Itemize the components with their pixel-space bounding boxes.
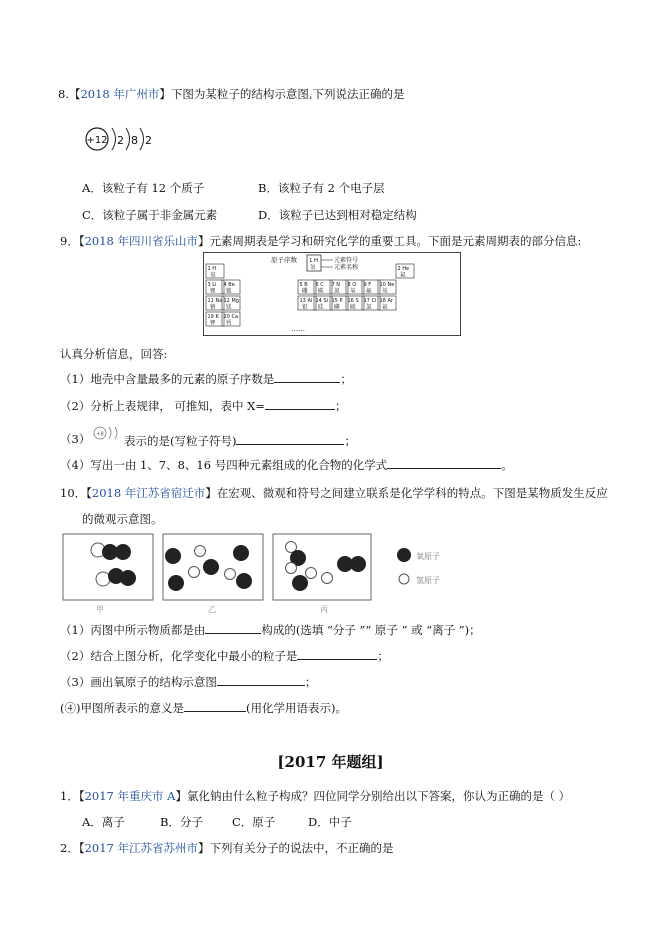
shell-electrons: 8: [131, 134, 138, 147]
svg-text:13 Al: 13 Al: [299, 298, 313, 304]
option-d[interactable]: D．该粒子已达到相对稳定结构: [258, 208, 417, 222]
q10-sub1: （1）丙图中所示物质都是由 构成的(选填 “分子 ”“ 原子 ” 或 “离子 ”)；: [60, 623, 481, 637]
svg-text:钾: 钾: [210, 320, 216, 327]
source-tag: 2018 年四川省乐山市: [84, 234, 198, 248]
question-text: 元素周期表是学习和研究化学的重要工具。下面是元素周期表的部分信息:: [209, 234, 582, 248]
svg-text:锂: 锂: [210, 288, 216, 295]
q2017-2-stem: 2．【2017 年江苏省苏州市】下列有关分子的说法中，不正确的是: [60, 841, 394, 855]
legend-name: 元素名称: [334, 264, 359, 271]
shell-electrons: 2: [145, 134, 152, 147]
svg-text:铝: 铝: [302, 304, 308, 311]
svg-text:氮: 氮: [334, 288, 340, 295]
svg-text:9 F: 9 F: [363, 282, 372, 288]
answer-blank[interactable]: [184, 700, 246, 712]
question-text: 下列有关分子的说法中，不正确的是: [209, 841, 394, 855]
panel-caption: 丙: [320, 605, 328, 614]
svg-text:+8: +8: [96, 431, 104, 438]
option-c[interactable]: C．原子: [232, 815, 276, 829]
panel-caption: 甲: [96, 605, 104, 614]
q9-stem: 9．【2018 年四川省乐山市】元素周期表是学习和研究化学的重要工具。下面是元素周期表的部分信息:: [60, 234, 582, 248]
question-number: 8.: [58, 87, 69, 101]
svg-text:钙: 钙: [226, 320, 232, 327]
svg-text:氦: 氦: [400, 272, 406, 279]
svg-text:15 P: 15 P: [331, 298, 343, 304]
source-tag: 2018 年广州市: [80, 87, 160, 101]
option-c[interactable]: C．该粒子属于非金属元素: [82, 208, 218, 222]
ion-structure-diagram: [92, 424, 126, 442]
panel-caption: 乙: [208, 605, 216, 614]
option-a[interactable]: A．离子: [82, 815, 125, 829]
svg-text:钠: 钠: [210, 304, 216, 311]
q9-sub2: （2）分析上表规律， 可推知，表中 X= ；: [60, 399, 347, 413]
question-text: 在宏观、微观和符号之间建立联系是化学学科的特点。下图是某物质发生反应: [216, 486, 608, 500]
svg-text:12 Mg: 12 Mg: [223, 298, 239, 304]
shell-electrons: 2: [117, 134, 124, 147]
svg-text:5 B: 5 B: [299, 282, 308, 288]
svg-text:10 Ne: 10 Ne: [379, 282, 395, 288]
q10-sub4: (④)甲图所表示的意义是 (用化学用语表示)。: [60, 701, 347, 715]
q10-sub3: （3）画出氧原子的结构示意图 ；: [60, 675, 317, 689]
svg-text:17 Cl: 17 Cl: [363, 298, 377, 304]
q2017-1-stem: 1．【2017 年重庆市 A】氯化钠由什么粒子构成？四位同学分别给出以下答案，你认为正确的是（ ）: [60, 789, 571, 803]
svg-text:4 Be: 4 Be: [223, 282, 235, 288]
question-number: 1．: [60, 789, 79, 803]
svg-text:7 N: 7 N: [331, 282, 341, 288]
source-tag: 2017 年重庆市 A: [84, 789, 176, 803]
answer-blank[interactable]: [217, 674, 305, 686]
option-b[interactable]: B．该粒子有 2 个电子层: [258, 181, 385, 195]
q9-sub4: （4）写出一由 1、7、8、16 号四种元素组成的化合物的化学式 。: [60, 458, 513, 472]
svg-text:氢: 氢: [310, 265, 316, 271]
question-number: 9．: [60, 234, 79, 248]
q9-sub3-text: 表示的是(写粒子符号) ；: [124, 434, 356, 448]
q9-sub3: （3）: [60, 432, 91, 446]
question-text: 下图为某粒子的结构示意图,下列说法正确的是: [170, 87, 405, 101]
svg-text:16 S: 16 S: [347, 298, 359, 304]
q10-stem: 10．【2018 年江苏省宿迁市】在宏观、微观和符号之间建立联系是化学学科的特点。下图是某物质发生反应: [60, 486, 608, 500]
q10-stem-cont: 的微观示意图。: [82, 512, 163, 526]
periodic-table-figure: [203, 252, 461, 336]
svg-text:8 O: 8 O: [347, 282, 357, 288]
svg-text:硅: 硅: [318, 304, 324, 311]
svg-text:氟: 氟: [366, 288, 372, 295]
svg-text:18 Ar: 18 Ar: [379, 298, 393, 304]
option-a[interactable]: A．该粒子有 12 个质子: [82, 181, 205, 195]
svg-text:氖: 氖: [382, 288, 388, 295]
answer-blank[interactable]: [205, 622, 261, 634]
answer-blank[interactable]: [236, 433, 344, 445]
svg-text:氯: 氯: [366, 304, 372, 311]
electron-shell-arc: [112, 128, 116, 150]
svg-text:镁: 镁: [226, 304, 232, 311]
source-tag: 2017 年江苏省苏州市: [84, 841, 198, 855]
svg-text:1 H: 1 H: [207, 266, 217, 272]
svg-text:20 Ca: 20 Ca: [223, 314, 239, 320]
svg-text:1: 1: [309, 258, 313, 264]
q10-sub2: （2）结合上图分析，化学变化中最小的粒子是 ；: [60, 649, 389, 663]
svg-text:铍: 铍: [226, 288, 232, 295]
electron-shell-arc: [140, 128, 144, 150]
question-number: 2．: [60, 841, 79, 855]
hydrogen-atom-legend: [399, 574, 409, 584]
answer-blank[interactable]: [265, 398, 335, 410]
nucleus-charge: +12: [86, 135, 108, 146]
svg-text:14 Si: 14 Si: [315, 298, 329, 304]
legend-hydrogen: 氢原子: [416, 576, 440, 585]
answer-blank[interactable]: [387, 457, 501, 469]
q8-stem: 8.【2018 年广州市】下图为某粒子的结构示意图,下列说法正确的是: [58, 87, 405, 101]
svg-text:硼: 硼: [302, 288, 308, 295]
legend-label: 原子序数: [271, 256, 297, 264]
svg-text:氢: 氢: [210, 272, 216, 279]
source-tag: 2018 年江苏省宿迁市: [91, 486, 206, 500]
atomic-structure-diagram: [82, 122, 162, 156]
svg-text:氧: 氧: [350, 288, 356, 295]
answer-blank[interactable]: [297, 648, 377, 660]
svg-text:磷: 磷: [334, 304, 340, 311]
oxygen-atom-legend: [397, 548, 411, 562]
svg-text:硫: 硫: [350, 304, 356, 311]
svg-text:3 Li: 3 Li: [207, 282, 217, 288]
electron-shell-arc: [126, 128, 130, 150]
svg-text:H: H: [314, 258, 319, 264]
option-b[interactable]: B．分子: [160, 815, 203, 829]
legend-symbol: 元素符号: [334, 257, 359, 264]
question-text: 氯化钠由什么粒子构成？四位同学分别给出以下答案，你认为正确的是（ ）: [186, 789, 571, 803]
svg-text:19 K: 19 K: [207, 314, 219, 320]
table-ellipsis: ……: [291, 325, 305, 333]
svg-text:6 C: 6 C: [315, 282, 324, 288]
q9-sub1: （1）地壳中含量最多的元素的原子序数是 ；: [60, 372, 352, 386]
svg-text:2 He: 2 He: [397, 266, 410, 272]
svg-text:11 Na: 11 Na: [207, 298, 223, 304]
section-heading: [2017 年题组]: [277, 753, 384, 771]
answer-blank[interactable]: [274, 371, 340, 383]
svg-text:碳: 碳: [318, 288, 324, 295]
svg-text:氩: 氩: [382, 304, 388, 311]
question-number: 10．: [60, 486, 87, 500]
option-d[interactable]: D．中子: [308, 815, 352, 829]
panel-jia: [63, 534, 153, 600]
q9-intro: 认真分析信息，回答:: [60, 347, 168, 361]
reaction-micro-diagram: [60, 530, 480, 620]
legend-oxygen: 氧原子: [416, 552, 440, 561]
